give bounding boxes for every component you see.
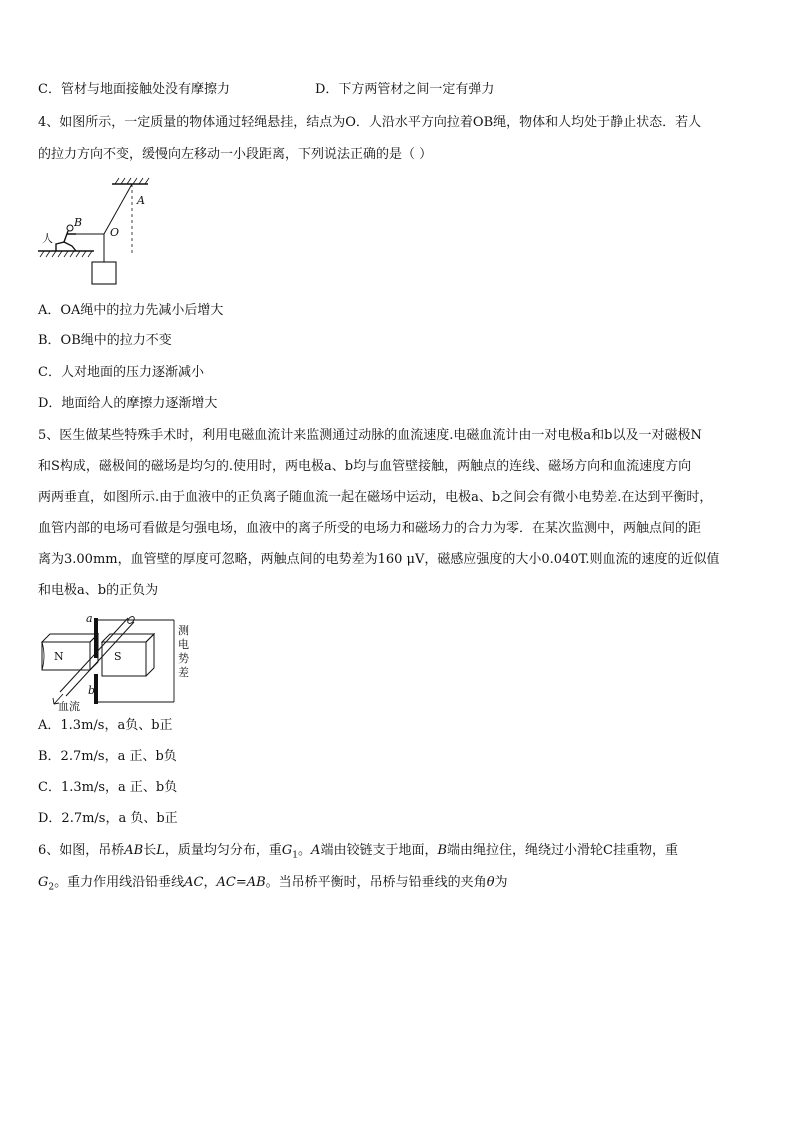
q4-figure <box>36 176 160 288</box>
q5-stem-line4: 血管内部的电场可看做是匀强电场，血液中的离子所受的电场力和磁场力的合力为零．在某次监测中，两触点间的距 <box>38 521 702 536</box>
label-b: B <box>74 216 83 229</box>
measure-wires <box>98 620 174 702</box>
ceiling-hatch <box>112 178 149 184</box>
option-c-prev: C．管材与地面接触处没有摩擦力 <box>38 82 230 97</box>
q4-option-c: C．人对地面的压力逐渐减小 <box>38 365 204 380</box>
label-measure-2: 电 <box>178 638 189 651</box>
label-blood: 血流 <box>58 700 80 712</box>
option-d-prev: D．下方两管材之间一定有弹力 <box>315 82 495 97</box>
label-b: b <box>88 684 96 697</box>
label-n: N <box>54 650 64 663</box>
q4-stem-line2: 的拉力方向不变，缓慢向左移动一小段距离，下列说法正确的是（ ） <box>38 147 433 162</box>
q5-stem-line2: 和S构成，磁极间的磁场是均匀的.使用时，两电极a、b均与血管壁接触，两触点的连线、磁场方向和血流速度方向 <box>38 459 692 474</box>
q5-option-a: A．1.3m/s，a负、b正 <box>38 718 173 733</box>
person-icon <box>56 225 76 251</box>
q5-stem-line5: 离为3.00mm，血管壁的厚度可忽略，两触点间的电势差为160 μV，磁感应强度的大小0.040T.则血流的速度的近似值 <box>38 552 720 567</box>
ground-hatch <box>38 251 94 257</box>
q5-stem-line3: 两两垂直，如图所示.由于血液中的正负离子随血流一起在磁场中运动，电极a、b之间会有微小电势差.在达到平衡时， <box>38 490 713 505</box>
label-person: 人 <box>42 232 53 245</box>
label-measure-3: 势 <box>178 652 189 665</box>
q5-option-b: B．2.7m/s，a 正、b负 <box>38 749 177 764</box>
label-measure-1: 测 <box>178 624 189 637</box>
label-s: S <box>114 650 122 663</box>
q5-option-d: D．2.7m/s，a 负、b正 <box>38 811 178 826</box>
q4-option-a: A．OA绳中的拉力先减小后增大 <box>38 303 224 318</box>
q5-option-c: C．1.3m/s，a 正、b负 <box>38 780 178 795</box>
q4-stem-line1: 4、如图所示，一定质量的物体通过轻绳悬挂，结点为O．人沿水平方向拉着OB绳，物体和人均处于静止状态．若人 <box>38 115 702 130</box>
label-o: O <box>110 226 120 239</box>
label-a: a <box>86 612 93 625</box>
label-measure-4: 差 <box>178 666 189 679</box>
q6-stem-line1: 6、如图，吊桥AB长L，质量均匀分布，重$G_1$。A端由铰链支于地面，B端由绳拉住，绳绕过小滑轮C挂重物，重 <box>38 843 678 861</box>
q4-option-d: D．地面给人的摩擦力逐渐增大 <box>38 396 218 411</box>
magnet-n <box>42 634 98 670</box>
magnet-s <box>102 634 154 676</box>
q5-stem-line6: 和电极a、b的正负为 <box>38 583 159 598</box>
q4-option-b: B．OB绳中的拉力不变 <box>38 333 172 348</box>
label-a: A <box>137 194 145 207</box>
q5-figure <box>38 612 198 712</box>
weight-box <box>92 262 116 284</box>
q5-stem-line1: 5、医生做某些特殊手术时，利用电磁血流计来监测通过动脉的血流速度.电磁血流计由一对电极a和b以及一对磁极N <box>38 428 702 443</box>
q6-stem-line2: $G_2$。重力作用线沿铅垂线AC，AC=AB。当吊桥平衡时，吊桥与铅垂线的夹角θ为 <box>38 875 508 893</box>
